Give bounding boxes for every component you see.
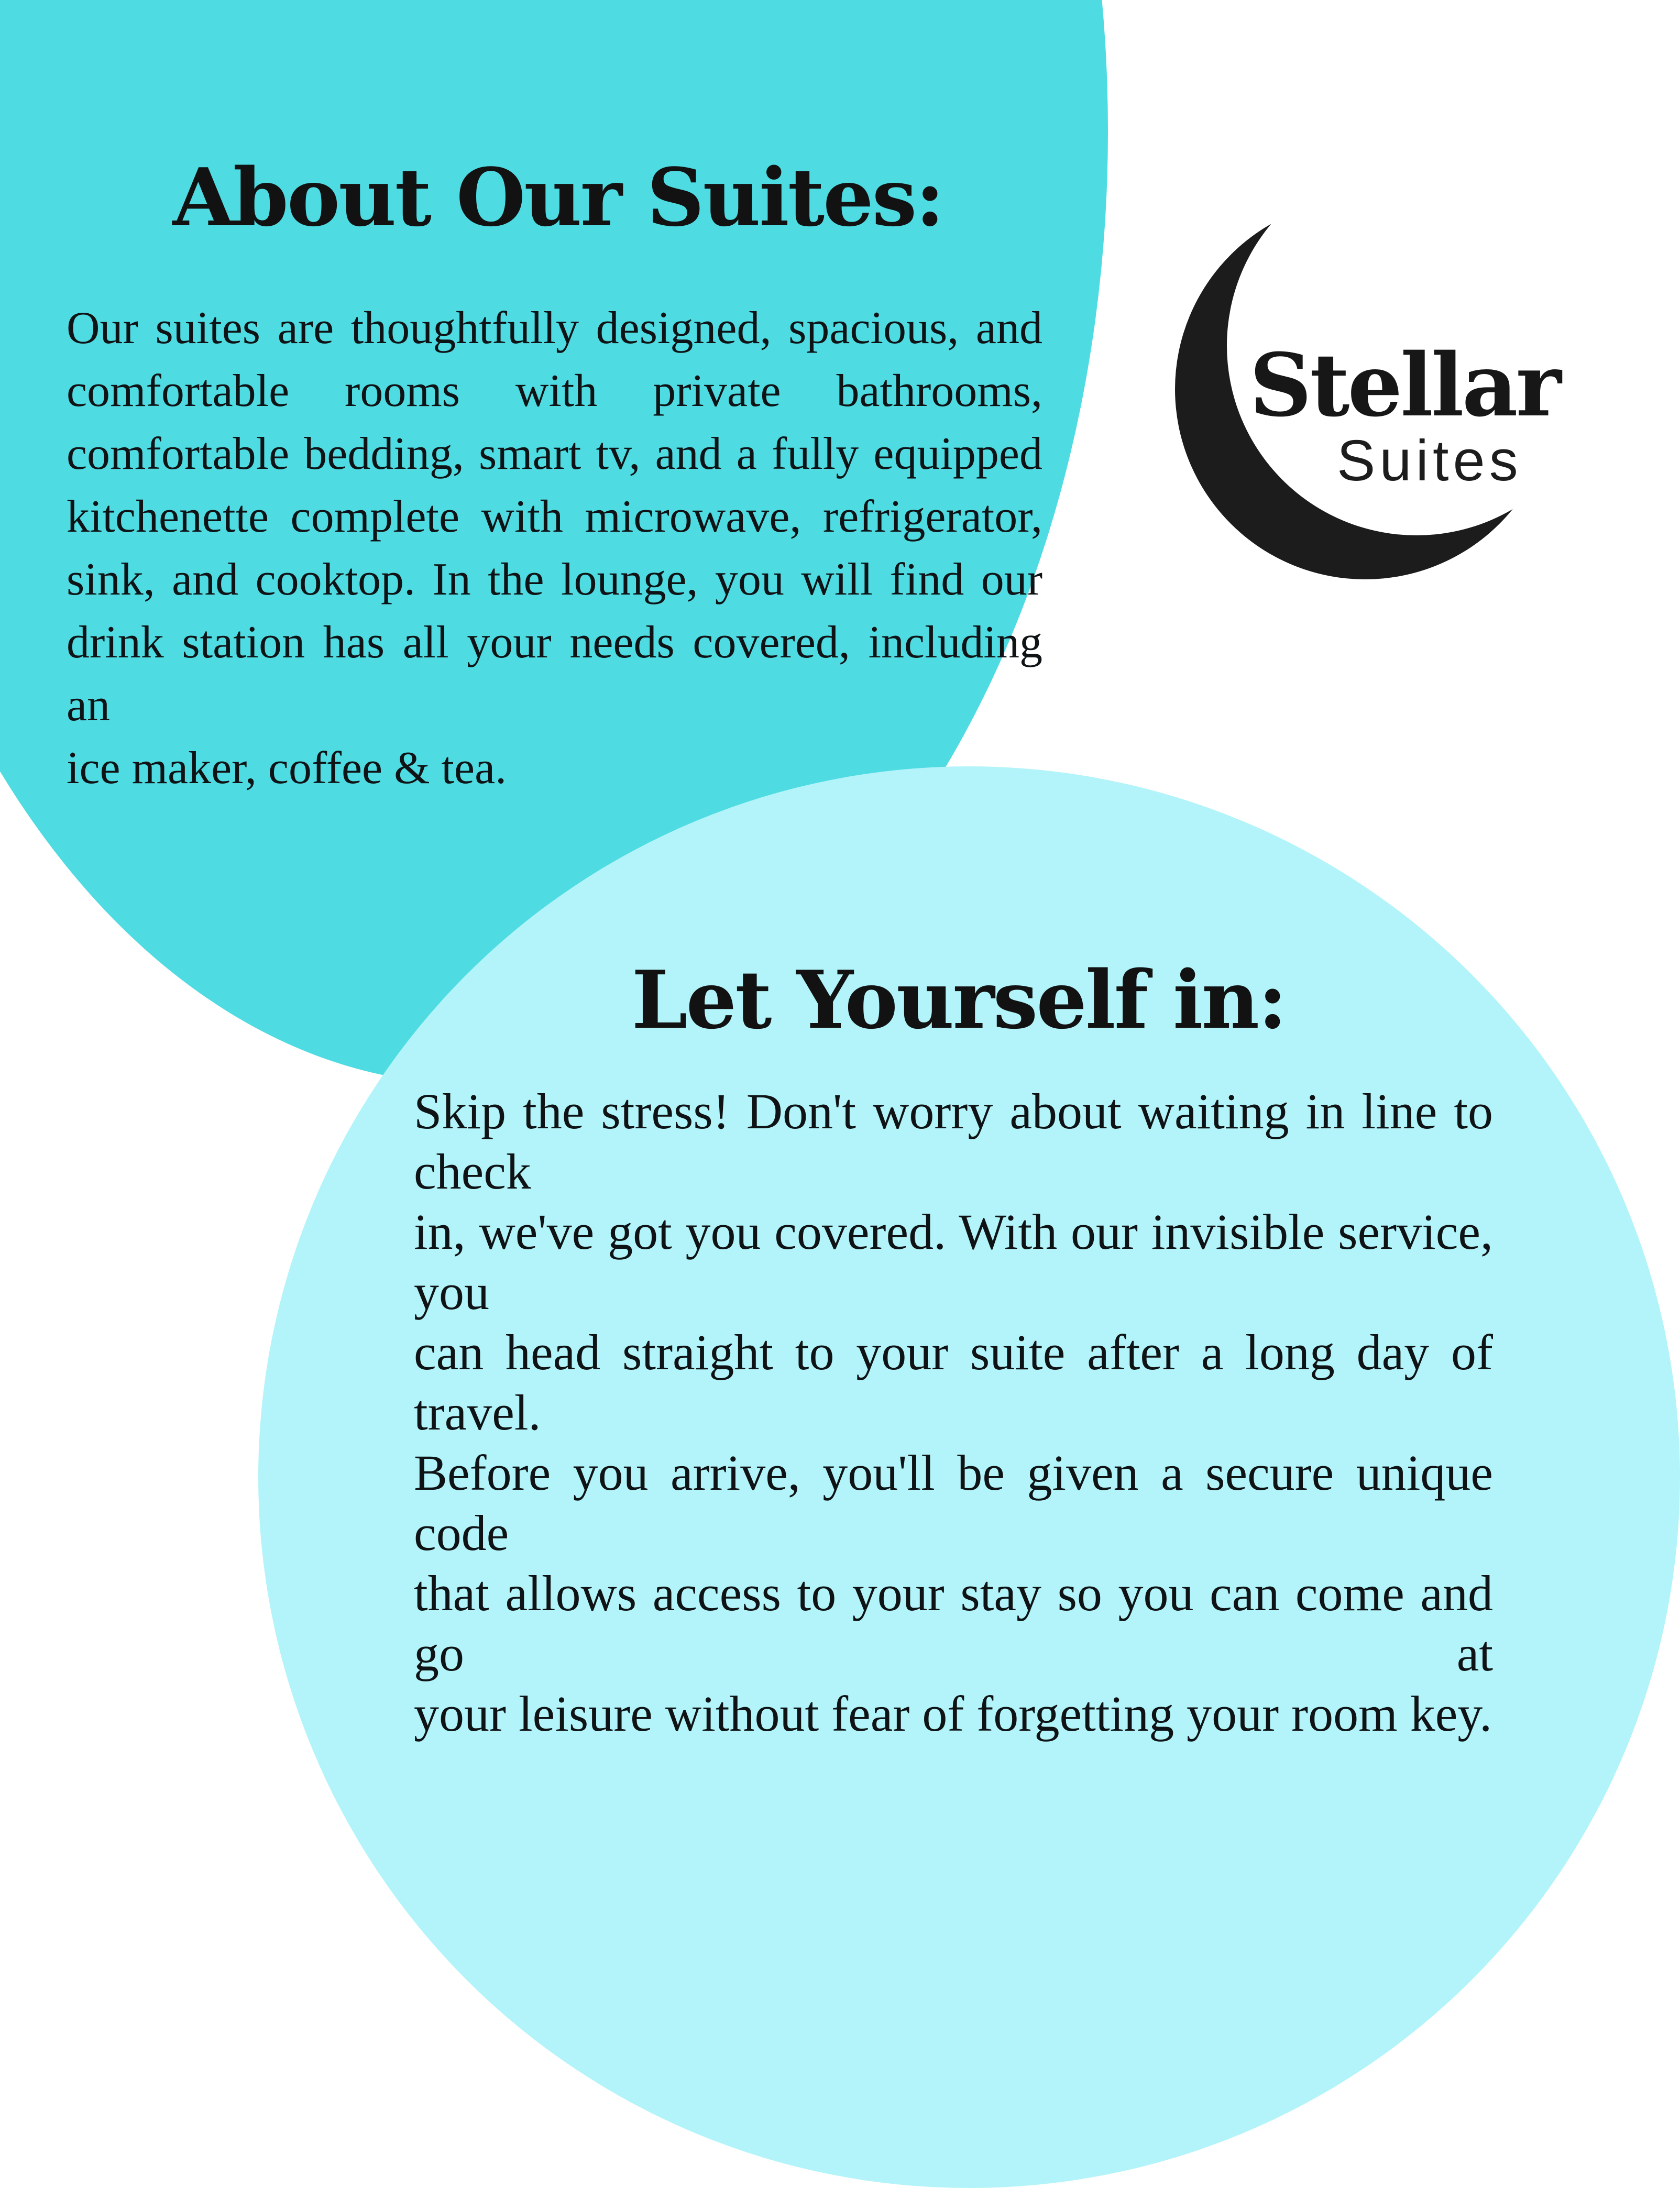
paragraph-line: that allows access to your stay so you can come and go at <box>414 1565 1493 1681</box>
paragraph-line: your leisure without fear of forgetting your room key. <box>414 1686 1492 1742</box>
paragraph-line: in, we've got you covered. With our invisible service, you <box>414 1204 1493 1320</box>
paragraph-line: comfortable rooms with private bathrooms, <box>67 366 1042 416</box>
paragraph-line: comfortable bedding, smart tv, and a fully equipped <box>67 428 1042 479</box>
let-yourself-in-paragraph <box>414 1081 1493 1744</box>
paragraph-line: sink, and cooktop. In the lounge, you will find our <box>67 554 1042 605</box>
stellar-suites-logo <box>1152 147 1572 644</box>
paragraph-line: can head straight to your suite after a long day of travel. <box>414 1324 1493 1441</box>
logo-wordmark-secondary: Suites <box>1337 428 1522 493</box>
let-yourself-in-heading: Let Yourself in: <box>631 953 1286 1047</box>
paragraph-line: Our suites are thoughtfully designed, spacious, and <box>67 303 1042 354</box>
paragraph-line: kitchenette complete with microwave, refrigerator, <box>67 491 1042 542</box>
paragraph-line: ice maker, coffee & tea. <box>67 743 507 794</box>
about-suites-paragraph <box>67 297 1042 800</box>
paragraph-line: Skip the stress! Don't worry about waiting in line to check <box>414 1083 1493 1200</box>
about-suites-heading: About Our Suites: <box>172 150 943 244</box>
paragraph-line: Before you arrive, you'll be given a secure unique code <box>414 1445 1493 1561</box>
logo-wordmark-primary: Stellar <box>1249 334 1560 436</box>
paragraph-line: drink station has all your needs covered, including an <box>67 617 1042 731</box>
